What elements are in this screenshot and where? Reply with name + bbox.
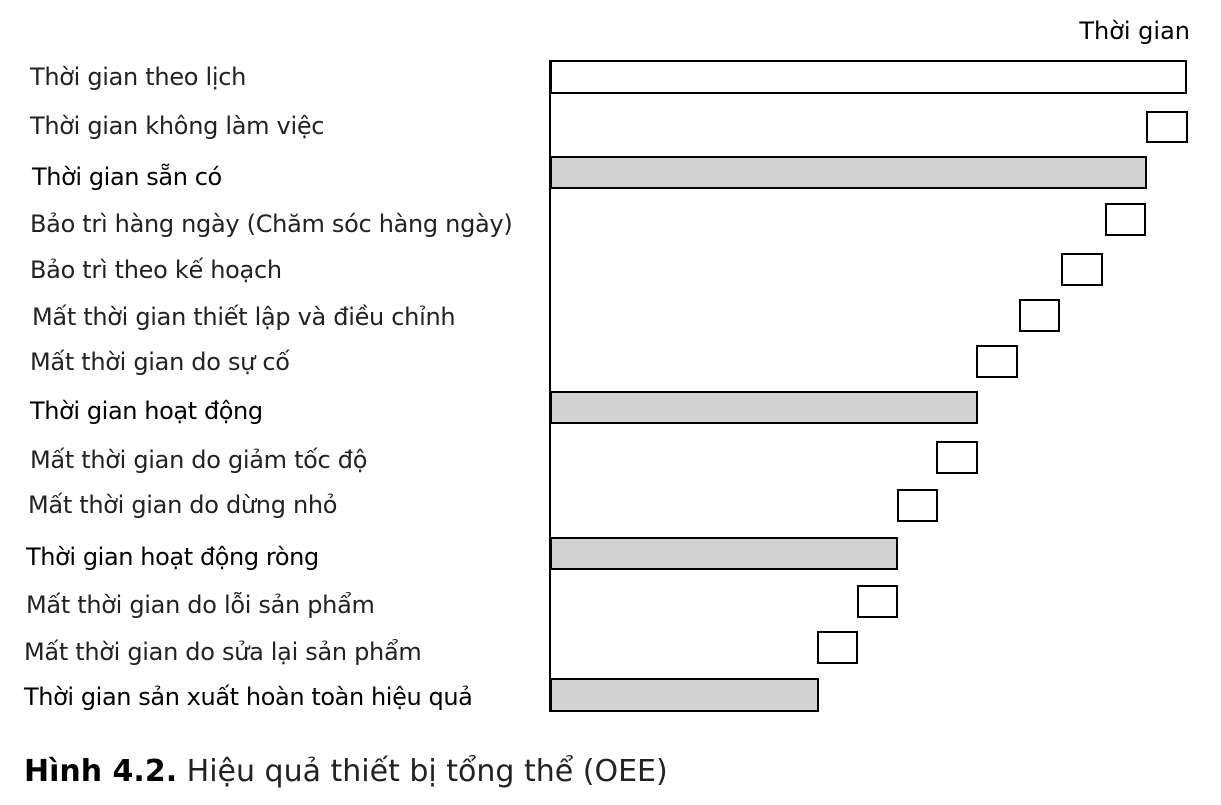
bar-fully-productive-time <box>550 678 819 712</box>
label-net-operating-time: Thời gian hoạt động ròng <box>26 543 319 571</box>
label-daily-maintenance: Bảo trì hàng ngày (Chăm sóc hàng ngày) <box>30 210 513 238</box>
label-planned-maintenance: Bảo trì theo kế hoạch <box>30 256 282 284</box>
figure-caption <box>24 752 668 792</box>
bar-defect-loss <box>857 585 898 618</box>
bar-setup-adjustment-loss <box>1019 299 1060 332</box>
label-operating-time: Thời gian hoạt động <box>30 397 263 425</box>
time-axis-label: Thời gian <box>1079 17 1190 45</box>
figure-title: Hiệu quả thiết bị tổng thể (OEE) <box>177 754 668 789</box>
label-minor-stop-loss: Mất thời gian do dừng nhỏ <box>28 491 338 519</box>
bar-non-working-time <box>1146 111 1188 143</box>
bar-planned-maintenance <box>1061 253 1103 286</box>
label-defect-loss: Mất thời gian do lỗi sản phẩm <box>26 591 375 619</box>
bar-minor-stop-loss <box>897 489 938 522</box>
label-setup-adjustment-loss: Mất thời gian thiết lập và điều chỉnh <box>32 303 456 331</box>
label-speed-loss: Mất thời gian do giảm tốc độ <box>30 446 368 474</box>
figure-number: Hình 4.2. <box>24 754 178 789</box>
bar-net-operating-time <box>550 537 898 570</box>
bar-available-time <box>550 156 1147 189</box>
bar-breakdown-loss <box>976 345 1018 378</box>
bar-calendar-time <box>550 60 1187 94</box>
label-breakdown-loss: Mất thời gian do sự cố <box>30 348 290 376</box>
bar-operating-time <box>550 391 978 424</box>
label-non-working-time: Thời gian không làm việc <box>30 112 325 140</box>
label-available-time: Thời gian sẵn có <box>32 163 222 191</box>
label-rework-loss: Mất thời gian do sửa lại sản phẩm <box>24 638 422 666</box>
label-calendar-time: Thời gian theo lịch <box>30 63 247 91</box>
bar-rework-loss <box>817 631 858 664</box>
bar-daily-maintenance <box>1105 203 1146 236</box>
label-fully-productive-time: Thời gian sản xuất hoàn toàn hiệu quả <box>24 683 473 711</box>
bar-speed-loss <box>936 441 978 474</box>
